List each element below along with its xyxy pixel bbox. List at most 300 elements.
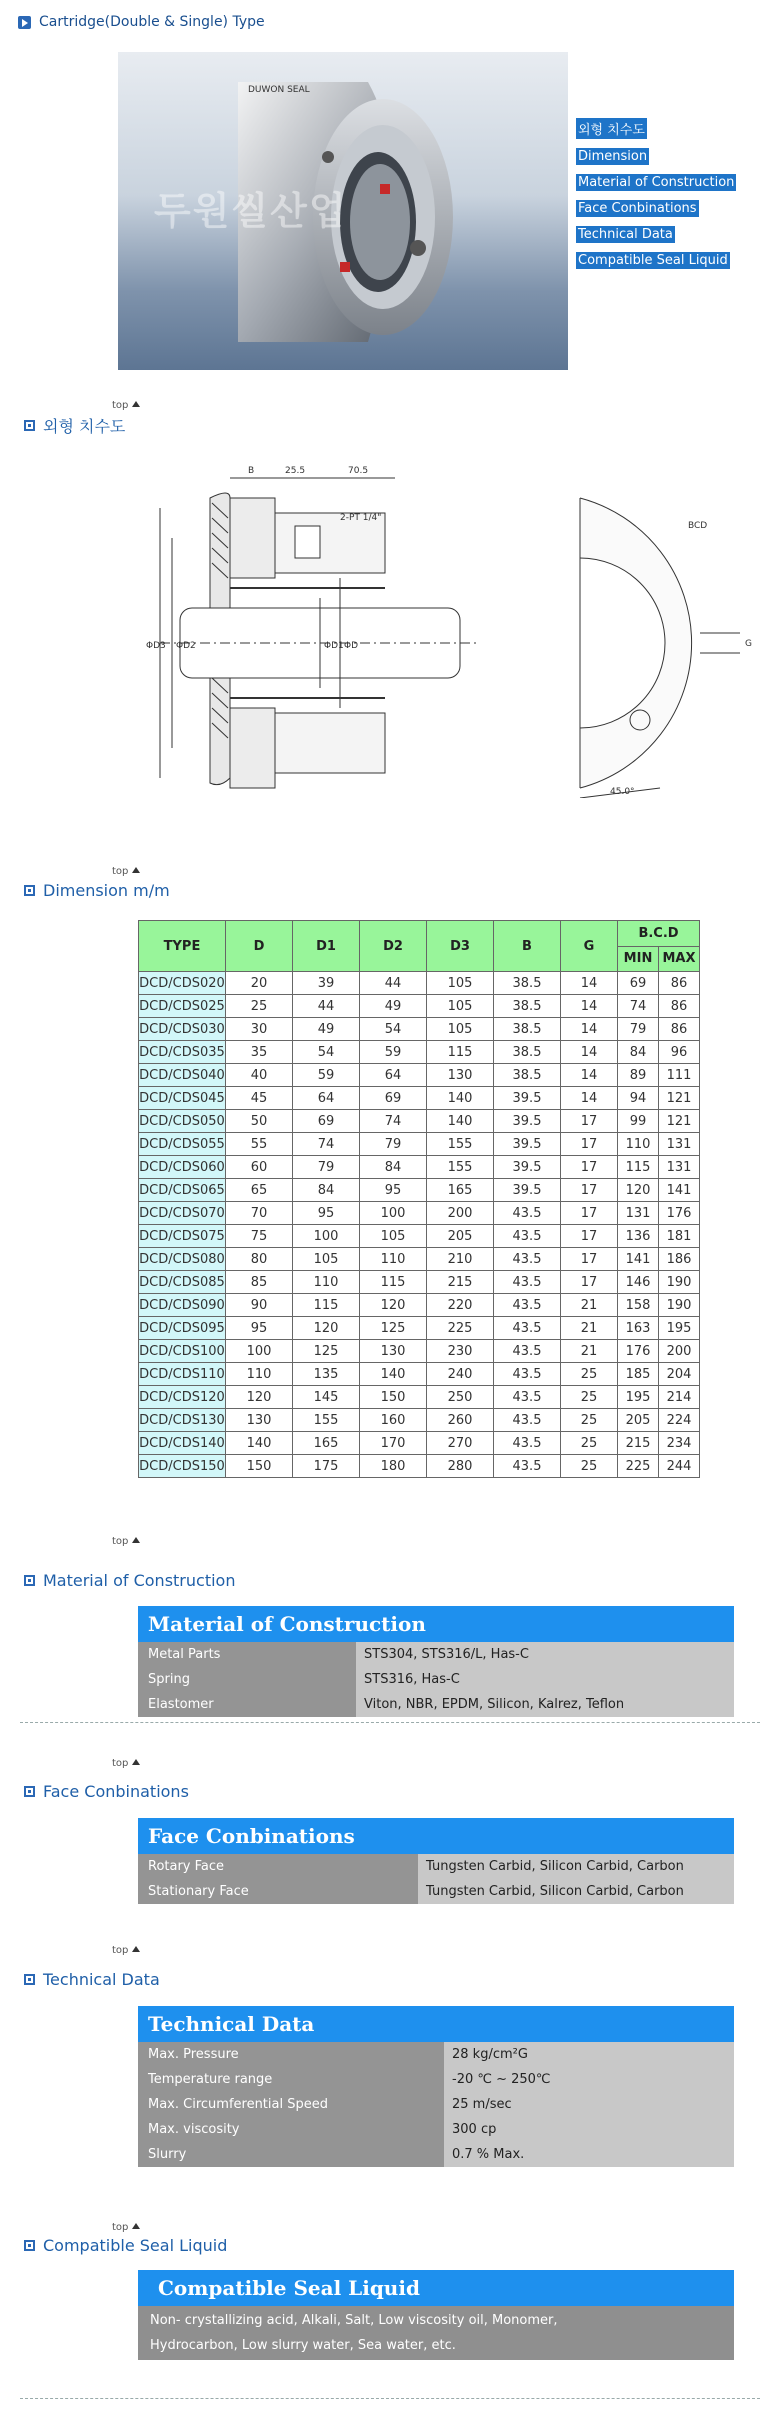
table-cell: 140 <box>360 1363 427 1386</box>
table-row <box>139 1455 700 1478</box>
table-cell: DCD/CDS060 <box>139 1156 226 1179</box>
col-header: D <box>226 921 293 972</box>
table-cell: 49 <box>360 995 427 1018</box>
dimension-table <box>138 920 700 1478</box>
table-cell: 214 <box>659 1386 700 1409</box>
table-cell: 125 <box>360 1317 427 1340</box>
liquid-panel-title: Compatible Seal Liquid <box>138 2270 734 2306</box>
technical-row: Temperature range -20 ℃ ~ 250℃ <box>138 2067 734 2092</box>
section-outline-header: 외형 치수도 <box>24 414 125 437</box>
table-cell: 65 <box>226 1179 293 1202</box>
col-header: G <box>561 921 618 972</box>
table-cell: 105 <box>360 1225 427 1248</box>
table-cell: 74 <box>618 995 659 1018</box>
table-cell: 69 <box>360 1087 427 1110</box>
table-cell: 110 <box>360 1248 427 1271</box>
material-row: Spring STS316, Has-C <box>138 1667 734 1692</box>
face-panel-title: Face Conbinations <box>138 1818 734 1854</box>
table-cell: 38.5 <box>494 1064 561 1087</box>
table-cell: 14 <box>561 1018 618 1041</box>
table-cell: DCD/CDS080 <box>139 1248 226 1271</box>
table-cell: 176 <box>659 1202 700 1225</box>
table-cell: 14 <box>561 1087 618 1110</box>
table-cell: 99 <box>618 1110 659 1133</box>
section-face-header: Face Conbinations <box>24 1782 189 1801</box>
table-cell: 55 <box>226 1133 293 1156</box>
table-cell: DCD/CDS110 <box>139 1363 226 1386</box>
table-cell: 43.5 <box>494 1455 561 1478</box>
table-cell: 190 <box>659 1294 700 1317</box>
table-cell: 44 <box>360 972 427 995</box>
section-menu <box>576 118 736 269</box>
table-cell: 39.5 <box>494 1087 561 1110</box>
table-cell: 39.5 <box>494 1110 561 1133</box>
table-cell: 79 <box>293 1156 360 1179</box>
table-cell: 130 <box>360 1340 427 1363</box>
table-row <box>139 1087 700 1110</box>
table-cell: 44 <box>293 995 360 1018</box>
table-cell: 120 <box>360 1294 427 1317</box>
technical-row: Max. viscosity 300 cp <box>138 2117 734 2142</box>
table-cell: 280 <box>427 1455 494 1478</box>
table-cell: 170 <box>360 1432 427 1455</box>
table-cell: 155 <box>293 1409 360 1432</box>
table-row <box>139 1064 700 1087</box>
table-cell: 100 <box>226 1340 293 1363</box>
d3-label: ΦD3 <box>146 641 166 651</box>
face-row: Stationary Face Tungsten Carbid, Silicon Carbid, Carbon <box>138 1879 734 1904</box>
table-cell: 115 <box>360 1271 427 1294</box>
table-cell: 43.5 <box>494 1271 561 1294</box>
col-header: B.C.D <box>618 921 700 947</box>
table-cell: 180 <box>360 1455 427 1478</box>
table-cell: DCD/CDS065 <box>139 1179 226 1202</box>
table-cell: 105 <box>427 995 494 1018</box>
table-cell: 155 <box>427 1133 494 1156</box>
table-cell: 121 <box>659 1110 700 1133</box>
table-cell: 270 <box>427 1432 494 1455</box>
table-cell: 150 <box>360 1386 427 1409</box>
top-link[interactable]: top <box>112 2222 140 2233</box>
bullet-square-icon <box>24 1575 35 1586</box>
table-cell: 135 <box>293 1363 360 1386</box>
table-row <box>139 1363 700 1386</box>
table-cell: 25 <box>561 1455 618 1478</box>
table-cell: 21 <box>561 1317 618 1340</box>
table-cell: 205 <box>427 1225 494 1248</box>
table-cell: 96 <box>659 1041 700 1064</box>
table-cell: 25 <box>561 1363 618 1386</box>
material-panel <box>138 1606 734 1717</box>
table-cell: DCD/CDS120 <box>139 1386 226 1409</box>
bullet-square-icon <box>24 1786 35 1797</box>
material-row: Elastomer Viton, NBR, EPDM, Silicon, Kalrez, Teflon <box>138 1692 734 1717</box>
angle-label: 45.0° <box>610 787 635 797</box>
table-cell: 100 <box>293 1225 360 1248</box>
table-cell: DCD/CDS055 <box>139 1133 226 1156</box>
table-cell: 225 <box>618 1455 659 1478</box>
table-cell: 121 <box>659 1087 700 1110</box>
table-cell: 69 <box>618 972 659 995</box>
table-cell: 146 <box>618 1271 659 1294</box>
table-cell: 74 <box>360 1110 427 1133</box>
bullet-square-icon <box>24 885 35 896</box>
top-link[interactable]: top <box>112 1536 140 1547</box>
dim-705-label: 70.5 <box>348 466 369 476</box>
dim-255-label: 25.5 <box>285 466 306 476</box>
table-row <box>139 972 700 995</box>
section-dimension-header: Dimension m/m <box>24 881 170 900</box>
product-image <box>118 52 568 370</box>
pt-label: 2-PT 1/4" <box>340 513 382 523</box>
table-cell: 17 <box>561 1110 618 1133</box>
table-cell: 54 <box>360 1018 427 1041</box>
table-cell: 224 <box>659 1409 700 1432</box>
table-cell: 95 <box>226 1317 293 1340</box>
table-cell: 140 <box>226 1432 293 1455</box>
outline-drawing <box>140 458 760 798</box>
table-cell: 86 <box>659 995 700 1018</box>
top-link[interactable]: top <box>112 400 140 411</box>
up-arrow-icon <box>132 1759 140 1765</box>
table-cell: 70 <box>226 1202 293 1225</box>
table-cell: DCD/CDS070 <box>139 1202 226 1225</box>
table-row <box>139 1041 700 1064</box>
col-header: D2 <box>360 921 427 972</box>
table-cell: 115 <box>293 1294 360 1317</box>
table-cell: 35 <box>226 1041 293 1064</box>
table-cell: 130 <box>226 1409 293 1432</box>
table-cell: DCD/CDS095 <box>139 1317 226 1340</box>
arrow-right-icon <box>18 16 31 29</box>
table-cell: 204 <box>659 1363 700 1386</box>
table-cell: 43.5 <box>494 1363 561 1386</box>
table-cell: 90 <box>226 1294 293 1317</box>
up-arrow-icon <box>132 1537 140 1543</box>
table-cell: 130 <box>427 1064 494 1087</box>
up-arrow-icon <box>132 401 140 407</box>
table-cell: 14 <box>561 972 618 995</box>
menu-link-liquid[interactable]: Compatible Seal Liquid <box>578 253 728 268</box>
table-cell: 250 <box>427 1386 494 1409</box>
table-cell: 39.5 <box>494 1133 561 1156</box>
table-cell: 84 <box>293 1179 360 1202</box>
table-cell: 69 <box>293 1110 360 1133</box>
table-cell: 181 <box>659 1225 700 1248</box>
table-cell: 79 <box>360 1133 427 1156</box>
table-cell: 111 <box>659 1064 700 1087</box>
table-cell: 165 <box>293 1432 360 1455</box>
table-cell: 45 <box>226 1087 293 1110</box>
table-cell: 38.5 <box>494 1018 561 1041</box>
up-arrow-icon <box>132 1946 140 1952</box>
divider <box>20 2398 760 2399</box>
menu-link-dimension[interactable]: Dimension <box>578 149 648 164</box>
table-cell: 115 <box>618 1156 659 1179</box>
table-cell: 25 <box>561 1386 618 1409</box>
face-panel <box>138 1818 734 1904</box>
section-technical-header: Technical Data <box>24 1970 160 1989</box>
table-cell: 50 <box>226 1110 293 1133</box>
table-cell: 110 <box>618 1133 659 1156</box>
col-header: D1 <box>293 921 360 972</box>
table-row <box>139 1225 700 1248</box>
table-cell: 64 <box>293 1087 360 1110</box>
menu-link-technical[interactable]: Technical Data <box>578 227 673 242</box>
table-cell: 225 <box>427 1317 494 1340</box>
up-arrow-icon <box>132 867 140 873</box>
table-row <box>139 1432 700 1455</box>
table-cell: 131 <box>659 1133 700 1156</box>
dim-b-label: B <box>248 466 255 476</box>
table-cell: 140 <box>427 1087 494 1110</box>
page-title <box>18 14 265 30</box>
col-header: MIN <box>618 946 659 972</box>
col-header: D3 <box>427 921 494 972</box>
table-cell: 59 <box>293 1064 360 1087</box>
bullet-square-icon <box>24 420 35 431</box>
page-title-text: Cartridge(Double & Single) Type <box>39 14 265 30</box>
table-cell: 120 <box>226 1386 293 1409</box>
table-cell: DCD/CDS045 <box>139 1087 226 1110</box>
section-material-header: Material of Construction <box>24 1571 235 1590</box>
table-row <box>139 1110 700 1133</box>
table-cell: 43.5 <box>494 1340 561 1363</box>
table-cell: 43.5 <box>494 1248 561 1271</box>
table-row <box>139 1317 700 1340</box>
material-panel-title: Material of Construction <box>138 1606 734 1642</box>
table-cell: 43.5 <box>494 1294 561 1317</box>
table-cell: 60 <box>226 1156 293 1179</box>
table-cell: 38.5 <box>494 972 561 995</box>
table-cell: 43.5 <box>494 1317 561 1340</box>
table-cell: DCD/CDS130 <box>139 1409 226 1432</box>
table-cell: 25 <box>226 995 293 1018</box>
table-cell: 190 <box>659 1271 700 1294</box>
table-row <box>139 1202 700 1225</box>
table-cell: 176 <box>618 1340 659 1363</box>
table-cell: DCD/CDS040 <box>139 1064 226 1087</box>
table-cell: 131 <box>659 1156 700 1179</box>
table-cell: 105 <box>427 972 494 995</box>
table-cell: 110 <box>226 1363 293 1386</box>
table-cell: 86 <box>659 1018 700 1041</box>
table-row <box>139 1409 700 1432</box>
technical-panel-title: Technical Data <box>138 2006 734 2042</box>
table-cell: 17 <box>561 1133 618 1156</box>
table-row <box>139 1386 700 1409</box>
top-link[interactable]: top <box>112 1758 140 1769</box>
table-cell: 140 <box>427 1110 494 1133</box>
table-cell: 43.5 <box>494 1409 561 1432</box>
table-cell: 86 <box>659 972 700 995</box>
table-cell: 17 <box>561 1179 618 1202</box>
table-cell: 43.5 <box>494 1225 561 1248</box>
table-cell: 84 <box>360 1156 427 1179</box>
d-label: ΦD <box>344 641 359 651</box>
table-cell: 84 <box>618 1041 659 1064</box>
technical-row: Slurry 0.7 % Max. <box>138 2142 734 2167</box>
table-cell: 110 <box>293 1271 360 1294</box>
table-cell: 95 <box>293 1202 360 1225</box>
table-row <box>139 1271 700 1294</box>
table-cell: 141 <box>618 1248 659 1271</box>
table-cell: 39.5 <box>494 1179 561 1202</box>
table-cell: 17 <box>561 1156 618 1179</box>
table-cell: 195 <box>659 1317 700 1340</box>
table-cell: 230 <box>427 1340 494 1363</box>
table-cell: 17 <box>561 1202 618 1225</box>
table-cell: 120 <box>293 1317 360 1340</box>
table-cell: 43.5 <box>494 1386 561 1409</box>
top-link[interactable]: top <box>112 866 140 877</box>
table-cell: 38.5 <box>494 1041 561 1064</box>
table-cell: 163 <box>618 1317 659 1340</box>
table-cell: 260 <box>427 1409 494 1432</box>
technical-row: Max. Pressure 28 kg/cm²G <box>138 2042 734 2067</box>
table-cell: 234 <box>659 1432 700 1455</box>
table-cell: 17 <box>561 1271 618 1294</box>
dimension-table-body <box>139 972 700 1478</box>
table-cell: 75 <box>226 1225 293 1248</box>
table-cell: 14 <box>561 1064 618 1087</box>
table-cell: 100 <box>360 1202 427 1225</box>
liquid-text: Non- crystallizing acid, Alkali, Salt, Low viscosity oil, Monomer, Hydrocarbon, Low slurry water, Sea water, etc. <box>138 2306 734 2360</box>
table-cell: 49 <box>293 1018 360 1041</box>
table-cell: 95 <box>360 1179 427 1202</box>
table-cell: 175 <box>293 1455 360 1478</box>
up-arrow-icon <box>132 2223 140 2229</box>
table-cell: 186 <box>659 1248 700 1271</box>
table-cell: 85 <box>226 1271 293 1294</box>
table-cell: 17 <box>561 1248 618 1271</box>
divider <box>20 1722 760 1723</box>
table-cell: 244 <box>659 1455 700 1478</box>
bcd-label: BCD <box>688 521 708 531</box>
table-row <box>139 1294 700 1317</box>
table-cell: 14 <box>561 1041 618 1064</box>
table-cell: DCD/CDS085 <box>139 1271 226 1294</box>
table-cell: 200 <box>659 1340 700 1363</box>
table-cell: DCD/CDS090 <box>139 1294 226 1317</box>
table-cell: 59 <box>360 1041 427 1064</box>
table-cell: DCD/CDS150 <box>139 1455 226 1478</box>
table-cell: DCD/CDS075 <box>139 1225 226 1248</box>
d2-label: ΦD2 <box>176 641 196 651</box>
table-cell: 39 <box>293 972 360 995</box>
table-cell: 80 <box>226 1248 293 1271</box>
table-cell: 160 <box>360 1409 427 1432</box>
table-cell: 141 <box>659 1179 700 1202</box>
table-cell: 21 <box>561 1340 618 1363</box>
table-cell: 25 <box>561 1432 618 1455</box>
table-cell: 38.5 <box>494 995 561 1018</box>
material-row: Metal Parts STS304, STS316/L, Has-C <box>138 1642 734 1667</box>
table-cell: 43.5 <box>494 1202 561 1225</box>
table-cell: 145 <box>293 1386 360 1409</box>
table-cell: DCD/CDS140 <box>139 1432 226 1455</box>
table-cell: 54 <box>293 1041 360 1064</box>
table-cell: 215 <box>618 1432 659 1455</box>
table-cell: 30 <box>226 1018 293 1041</box>
table-cell: 200 <box>427 1202 494 1225</box>
table-cell: 14 <box>561 995 618 1018</box>
table-row <box>139 1179 700 1202</box>
table-cell: DCD/CDS025 <box>139 995 226 1018</box>
table-cell: 185 <box>618 1363 659 1386</box>
table-cell: 64 <box>360 1064 427 1087</box>
table-row <box>139 1133 700 1156</box>
table-cell: DCD/CDS030 <box>139 1018 226 1041</box>
col-header: B <box>494 921 561 972</box>
table-cell: 210 <box>427 1248 494 1271</box>
table-cell: 115 <box>427 1041 494 1064</box>
table-cell: 20 <box>226 972 293 995</box>
table-cell: DCD/CDS020 <box>139 972 226 995</box>
table-cell: 94 <box>618 1087 659 1110</box>
table-cell: 165 <box>427 1179 494 1202</box>
table-cell: DCD/CDS035 <box>139 1041 226 1064</box>
table-row <box>139 1340 700 1363</box>
table-cell: 17 <box>561 1225 618 1248</box>
table-cell: 158 <box>618 1294 659 1317</box>
table-cell: 105 <box>293 1248 360 1271</box>
menu-link-material[interactable]: Material of Construction <box>578 175 735 190</box>
table-cell: 150 <box>226 1455 293 1478</box>
technical-panel <box>138 2006 734 2167</box>
menu-link-outline[interactable]: 외형 치수도 <box>576 118 647 139</box>
table-cell: 215 <box>427 1271 494 1294</box>
technical-row: Max. Circumferential Speed 25 m/sec <box>138 2092 734 2117</box>
watermark: 두원씰산업 <box>154 189 348 233</box>
table-cell: 105 <box>427 1018 494 1041</box>
brand-label: DUWON SEAL <box>248 85 310 95</box>
table-cell: 220 <box>427 1294 494 1317</box>
col-header: MAX <box>659 946 700 972</box>
table-cell: DCD/CDS050 <box>139 1110 226 1133</box>
col-header: TYPE <box>139 921 226 972</box>
table-cell: 79 <box>618 1018 659 1041</box>
table-cell: 74 <box>293 1133 360 1156</box>
table-cell: DCD/CDS100 <box>139 1340 226 1363</box>
table-cell: 39.5 <box>494 1156 561 1179</box>
top-link[interactable]: top <box>112 1945 140 1956</box>
table-cell: 195 <box>618 1386 659 1409</box>
table-row <box>139 1156 700 1179</box>
menu-link-face[interactable]: Face Conbinations <box>578 201 697 216</box>
table-cell: 40 <box>226 1064 293 1087</box>
table-cell: 205 <box>618 1409 659 1432</box>
g-label: G <box>745 639 752 649</box>
table-cell: 43.5 <box>494 1432 561 1455</box>
table-cell: 131 <box>618 1202 659 1225</box>
table-cell: 136 <box>618 1225 659 1248</box>
face-row: Rotary Face Tungsten Carbid, Silicon Carbid, Carbon <box>138 1854 734 1879</box>
table-cell: 89 <box>618 1064 659 1087</box>
bullet-square-icon <box>24 1974 35 1985</box>
table-cell: 125 <box>293 1340 360 1363</box>
section-liquid-header: Compatible Seal Liquid <box>24 2236 227 2255</box>
table-cell: 240 <box>427 1363 494 1386</box>
table-cell: 120 <box>618 1179 659 1202</box>
table-row <box>139 1248 700 1271</box>
table-row <box>139 1018 700 1041</box>
bullet-square-icon <box>24 2240 35 2251</box>
table-cell: 21 <box>561 1294 618 1317</box>
d1-label: ΦD1 <box>324 641 344 651</box>
table-cell: 25 <box>561 1409 618 1432</box>
liquid-panel <box>138 2270 734 2360</box>
